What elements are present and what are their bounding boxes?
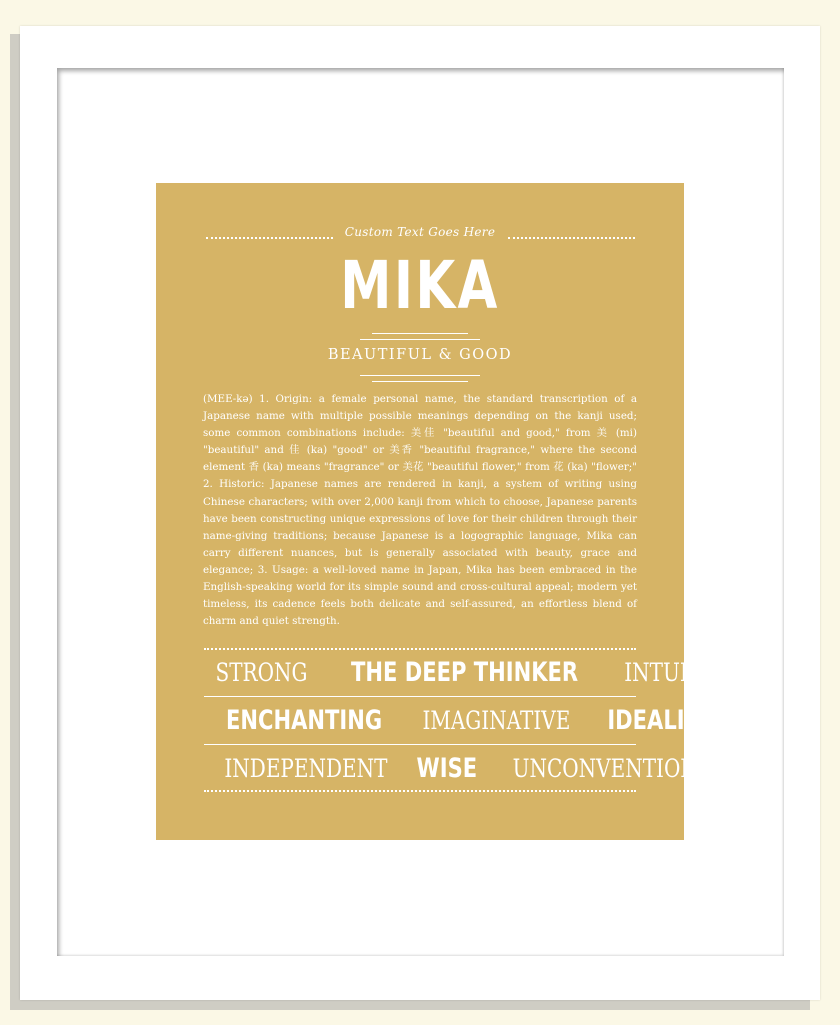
rule-lower-long	[360, 375, 480, 376]
trait-row-rule	[204, 696, 636, 697]
name-print	[156, 183, 739, 840]
trait-row-2	[204, 701, 738, 741]
trait-item: THE DEEP THINKER	[350, 657, 579, 688]
name-title: MIKA	[340, 247, 500, 324]
dotted-divider-right	[508, 237, 635, 239]
trait-row-3	[204, 749, 726, 789]
trait-item: ENCHANTING	[226, 705, 383, 736]
trait-item: IDEALISTIC	[607, 705, 738, 736]
rule-upper-long	[360, 339, 480, 340]
trait-item: WISE	[416, 753, 478, 784]
dotted-divider-traits-bottom	[204, 790, 636, 792]
trait-item: IMAGINATIVE	[422, 706, 571, 735]
name-definition: (MEE-kə) 1. Origin: a female personal name, the standard transcription of a Japanese name with multiple possible meanings depending on the kanji used; some common combinations include: 美佳 "beautiful and good," from 美 (mi) "beautiful" and 佳 (ka) "good" or 美香 "beautiful fragrance," where the second element 香 (ka) means "fragrance" or 美花 "beautiful flower," from 花 (ka) "flower;" 2. Historic: Japanese names are rendered in kanji, a system of writing using Chinese characters; with over 2,000 kanji from which to choose, Japanese parents have been constructing unique expressions of love for their children through their name-giving traditions; because Japanese is a logographic language, Mika can carry different nuances, but is generally associated with beauty, grace and elegance; 3. Usage: a well-loved name in Japan, Mika has been embraced in the English-speaking world for its simple sound and cross-cultural appeal; modern yet timeless, its cadence feels both delicate and self-assured, an effortless blend of charm and quiet strength.	[203, 393, 637, 628]
trait-item: INTUITIVE	[624, 658, 739, 687]
trait-item: UNCONVENTIONAL	[512, 754, 726, 783]
trait-item: STRONG	[215, 658, 308, 687]
trait-item: INDEPENDENT	[224, 754, 388, 783]
name-meaning: BEAUTIFUL & GOOD	[327, 347, 513, 363]
rule-upper-short	[372, 333, 468, 334]
rule-lower-short	[372, 381, 468, 382]
dotted-divider-traits-top	[204, 648, 636, 650]
trait-row-rule	[204, 744, 636, 745]
trait-row-1	[204, 653, 739, 693]
custom-text: Custom Text Goes Here	[344, 225, 496, 239]
